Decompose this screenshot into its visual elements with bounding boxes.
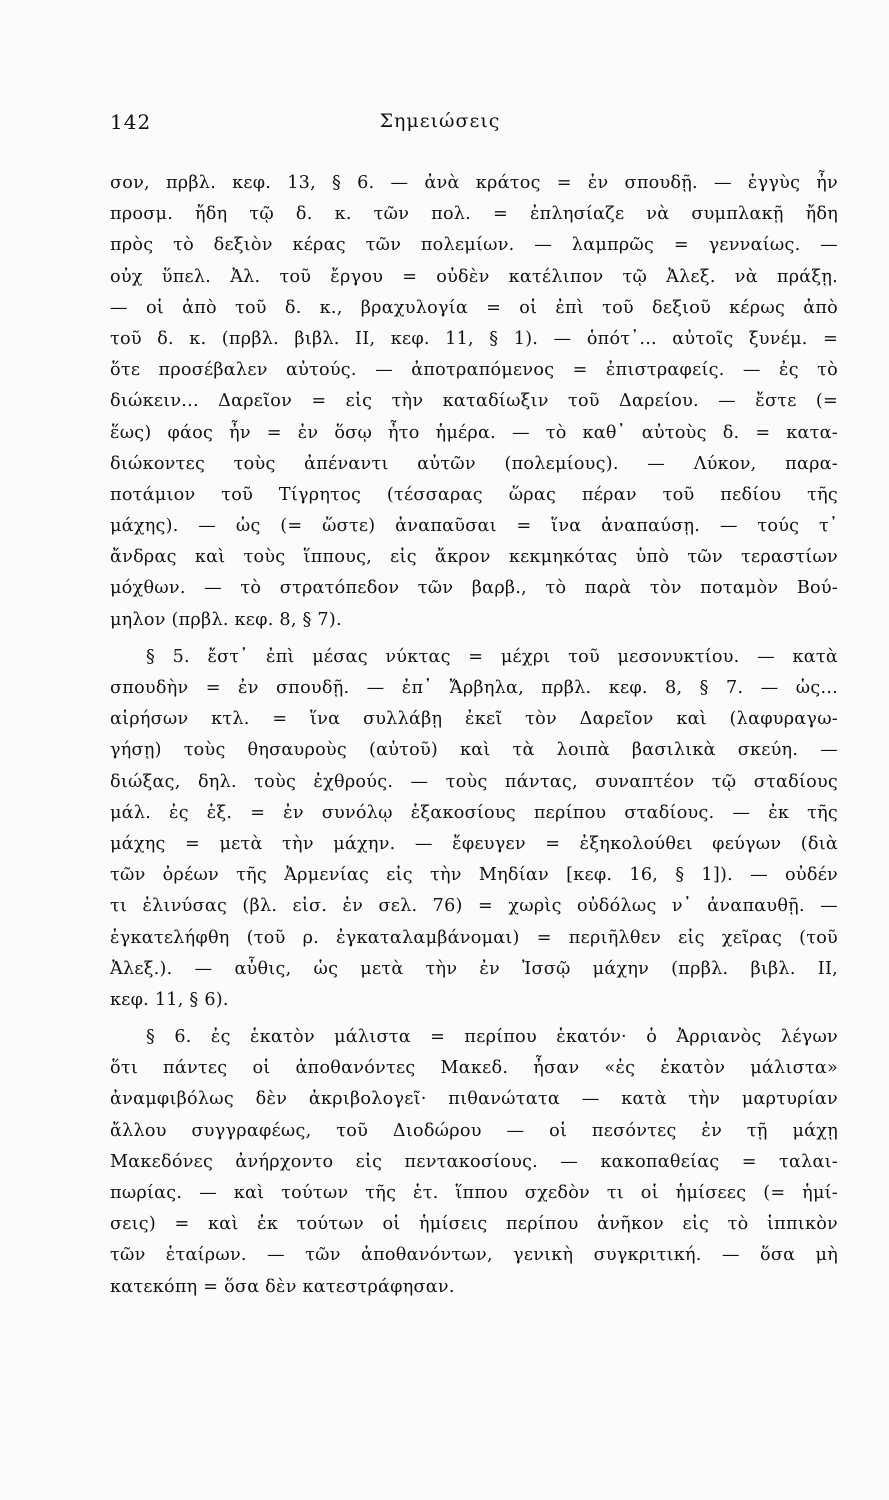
text-line: ἕως) φάος ἦν = ἐν ὅσῳ ἦτο ἡμέρα. — τὸ καθ᾽ αὐτοὺς δ. = κατα-: [110, 422, 838, 443]
text-line: πρὸς τὸ δεξιὸν κέρας τῶν πολεμίων. — λαμπρῶς = γενναίως. —: [110, 235, 838, 256]
text-line: μόχθων. — τὸ στρατόπεδον τῶν βαρβ., τὸ παρὰ τὸν ποταμὸν Βού-: [110, 578, 838, 599]
running-head: Σημειώσεις: [379, 110, 501, 132]
text-line: — οἱ ἀπὸ τοῦ δ. κ., βραχυλογία = οἱ ἐπὶ τοῦ δεξιοῦ κέρως ἀπὸ: [110, 297, 838, 318]
text-line: ἄνδρας καὶ τοὺς ἵππους, εἰς ἄκρον κεκμηκότας ὑπὸ τῶν τεραστίων: [110, 547, 838, 568]
text-line: τῶν ὀρέων τῆς Ἀρμενίας εἰς τὴν Μηδίαν [κεφ. 16, § 1]). — οὐδέν: [110, 865, 838, 886]
notes-text: [110, 168, 838, 1303]
text-line: ὅτε προσέβαλεν αὐτούς. — ἀποτραπόμενος = ἐπιστραφείς. — ἐς τὸ: [110, 360, 838, 381]
text-line: ἀναμφιβόλως δὲν ἀκριβολογεῖ· πιθανώτατα — κατὰ τὴν μαρτυρίαν: [110, 1089, 838, 1110]
paragraph-2: [110, 642, 838, 1016]
text-line: Ἀλεξ.). — αὖθις, ὡς μετὰ τὴν ἐν Ἰσσῷ μάχην (πρβλ. βιβλ. II,: [110, 958, 838, 979]
text-line: ἐγκατελήφθη (τοῦ ρ. ἐγκαταλαμβάνομαι) = περιῆλθεν εἰς χεῖρας (τοῦ: [110, 927, 838, 948]
text-line: σπουδὴν = ἐν σπουδῇ. — ἐπ᾽ Ἄρβηλα, πρβλ. κεφ. 8, § 7. — ὡς...: [110, 678, 838, 698]
text-line: μάλ. ἐς ἑξ. = ἐν συνόλῳ ἑξακοσίους περίπου σταδίους. — ἐκ τῆς: [110, 802, 838, 823]
text-line: κατεκόπη = ὅσα δὲν κατεστράφησαν.: [110, 1276, 455, 1297]
text-line: προσμ. ἤδη τῷ δ. κ. τῶν πολ. = ἐπλησίαζε νὰ συμπλακῇ ἤδη: [110, 204, 838, 225]
page-number: 142: [110, 110, 152, 134]
paragraph-1: [110, 168, 838, 636]
text-line: διώκειν... Δαρεῖον = εἰς τὴν καταδίωξιν τοῦ Δαρείου. — ἔστε (=: [110, 391, 838, 412]
text-line: μάχης = μετὰ τὴν μάχην. — ἔφευγεν = ἐξηκολούθει φεύγων (διὰ: [110, 833, 838, 854]
text-line: μάχης). — ὡς (= ὥστε) ἀναπαῦσαι = ἵνα ἀναπαύσῃ. — τούς τ᾽: [110, 516, 838, 537]
text-line: διώξας, δηλ. τοὺς ἐχθρούς. — τοὺς πάντας, συναπτέον τῷ σταδίους: [110, 771, 838, 792]
text-line: σον, πρβλ. κεφ. 13, § 6. — ἀνὰ κράτος = ἐν σπουδῇ. — ἐγγὺς ἦν: [110, 173, 838, 193]
text-line: διώκοντες τοὺς ἀπέναντι αὐτῶν (πολεμίους). — Λύκον, παρα-: [110, 453, 838, 474]
paragraph-3: [110, 1022, 838, 1303]
text-line: § 5. ἔστ᾽ ἐπὶ μέσας νύκτας = μέχρι τοῦ μεσονυκτίου. — κατὰ: [146, 646, 838, 667]
text-line: γήσῃ) τοὺς θησαυροὺς (αὐτοῦ) καὶ τὰ λοιπὰ βασιλικὰ σκεύη. —: [110, 740, 838, 761]
text-line: κεφ. 11, § 6).: [110, 989, 229, 1010]
text-line: ἄλλου συγγραφέως, τοῦ Διοδώρου — οἱ πεσόντες ἐν τῇ μάχῃ: [110, 1120, 838, 1141]
page-header: [110, 110, 770, 140]
text-line: μηλον (πρβλ. κεφ. 8, § 7).: [110, 609, 342, 630]
text-line: τι ἐλινύσας (βλ. εἰσ. ἐν σελ. 76) = χωρὶς οὐδόλως ν᾽ ἀναπαυθῇ. —: [110, 896, 838, 917]
text-line: αἱρήσων κτλ. = ἵνα συλλάβῃ ἐκεῖ τὸν Δαρεῖον καὶ (λαφυραγω-: [110, 709, 838, 730]
text-line: § 6. ἐς ἑκατὸν μάλιστα = περίπου ἑκατόν· ὁ Ἀρριανὸς λέγων: [146, 1027, 838, 1048]
text-line: ὅτι πάντες οἱ ἀποθανόντες Μακεδ. ἦσαν «ἐς ἑκατὸν μάλιστα»: [110, 1058, 838, 1079]
text-line: τῶν ἑταίρων. — τῶν ἀποθανόντων, γενικὴ συγκριτική. — ὅσα μὴ: [110, 1245, 838, 1266]
text-line: οὐχ ὕπελ. Ἀλ. τοῦ ἔργου = οὐδὲν κατέλιπον τῷ Ἀλεξ. νὰ πράξῃ.: [110, 266, 838, 287]
text-line: ποτάμιον τοῦ Τίγρητος (τέσσαρας ὥρας πέραν τοῦ πεδίου τῆς: [110, 484, 838, 505]
text-line: τοῦ δ. κ. (πρβλ. βιβλ. II, κεφ. 11, § 1). — ὁπότ᾽... αὐτοῖς ξυνέμ. =: [110, 328, 838, 349]
text-line: πωρίας. — καὶ τούτων τῆς ἑτ. ἵππου σχεδὸν τι οἱ ἡμίσεες (= ἡμί-: [110, 1183, 838, 1203]
text-line: Μακεδόνες ἀνήρχοντο εἰς πεντακοσίους. — κακοπαθείας = ταλαι-: [110, 1151, 838, 1172]
text-line: σεις) = καὶ ἐκ τούτων οἱ ἡμίσεις περίπου ἀνῆκον εἰς τὸ ἱππικὸν: [110, 1214, 838, 1235]
